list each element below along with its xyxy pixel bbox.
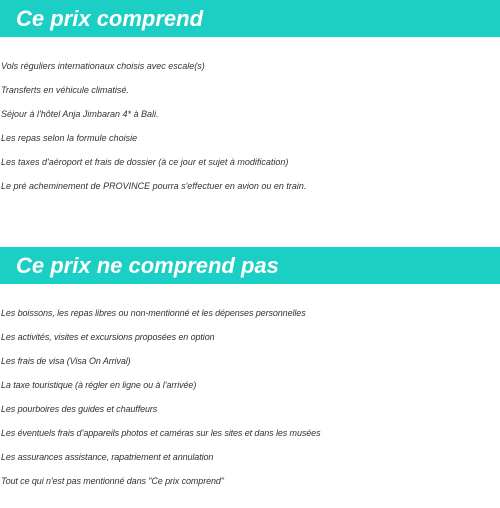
excluded-heading: Ce prix ne comprend pas bbox=[0, 247, 500, 284]
included-heading: Ce prix comprend bbox=[0, 0, 500, 37]
included-item: Le pré acheminement de PROVINCE pourra s'effectuer en avion ou en train. bbox=[1, 181, 307, 191]
excluded-item: Les assurances assistance, rapatriement et annulation bbox=[1, 452, 214, 462]
excluded-item: Les boissons, les repas libres ou non-mentionné et les dépenses personnelles bbox=[1, 308, 306, 318]
excluded-list bbox=[0, 301, 500, 493]
included-item: Les repas selon la formule choisie bbox=[1, 133, 138, 143]
excluded-item: Les pourboires des guides et chauffeurs bbox=[1, 404, 158, 414]
included-item: Séjour à l'hôtel Anja Jimbaran 4* à Bali. bbox=[1, 109, 159, 119]
excluded-item: Les frais de visa (Visa On Arrival) bbox=[1, 356, 131, 366]
included-item: Les taxes d'aéroport et frais de dossier (à ce jour et sujet à modification) bbox=[1, 157, 289, 167]
excluded-item: La taxe touristique (à régler en ligne ou à l’arrivée) bbox=[1, 380, 197, 390]
excluded-item: Tout ce qui n'est pas mentionné dans "Ce prix comprend" bbox=[1, 476, 224, 486]
included-list bbox=[0, 54, 500, 198]
included-item: Transferts en véhicule climatisé. bbox=[1, 85, 129, 95]
excluded-item: Les éventuels frais d’appareils photos et caméras sur les sites et dans les musées bbox=[1, 428, 321, 438]
excluded-item: Les activités, visites et excursions proposées en option bbox=[1, 332, 215, 342]
excluded-section bbox=[0, 247, 500, 493]
included-section bbox=[0, 0, 500, 198]
included-item: Vols réguliers internationaux choisis avec escale(s) bbox=[1, 61, 205, 71]
